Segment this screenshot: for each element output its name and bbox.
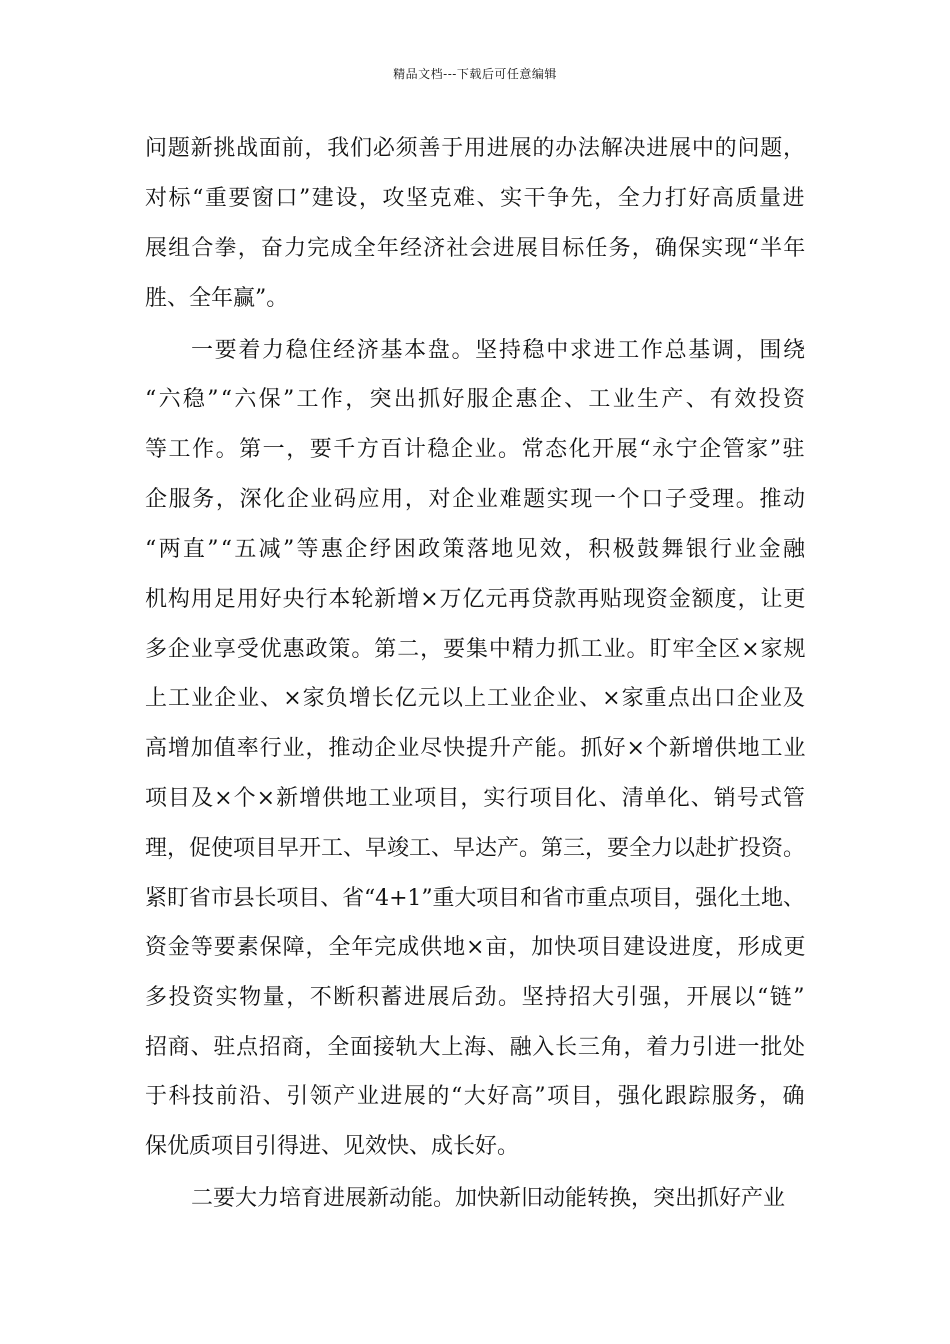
paragraph-first-line: 二要大力培育进展新动能。加快新旧动能转换，突出抓好产业 [191,1186,786,1211]
text-line: 招商、驻点招商，全面接轨大上海、融入长三角，着力引进一批处 [145,1035,806,1060]
text-line: 于科技前沿、引领产业进展的“大好高”项目，强化跟踪服务，确 [145,1084,807,1109]
text-line: “两直”“五减”等惠企纾困政策落地见效，积极鼓舞银行业金融 [145,537,808,562]
text-line: 项目及×个×新增供地工业项目，实行项目化、清单化、销号式管 [145,786,806,811]
text-line: “六稳”“六保”工作，突出抓好服企惠企、工业生产、有效投资 [145,387,808,412]
text-line: 对标“重要窗口”建设，攻坚克难、实干争先，全力打好高质量进 [145,186,807,211]
page-header: 精品文档---下载后可任意编辑 [393,67,557,81]
text-line: 企服务，深化企业码应用，对企业难题实现一个口子受理。推动 [145,487,807,512]
paragraph-first-line: 一要着力稳住经济基本盘。坚持稳中求进工作总基调，围绕 [191,338,807,363]
text-line: 等工作。第一，要千方百计稳企业。常态化开展“永宁企管家”驻 [145,437,807,462]
text-line: 高增加值率行业，推动企业尽快提升产能。抓好×个新增供地工业 [145,736,807,761]
text-line: 多投资实物量，不断积蓄进展后劲。坚持招大引强，开展以“链” [145,985,807,1010]
text-line: 紧盯省市县长项目、省“4+1”重大项目和省市重点项目，强化土地、 [145,886,805,911]
text-line: 胜、全年赢”。 [145,286,289,311]
text-line: 机构用足用好央行本轮新增×万亿元再贷款再贴现资金额度，让更 [145,587,807,612]
text-line: 保优质项目引得进、见效快、成长好。 [145,1134,520,1159]
text-line: 理，促使项目早开工、早竣工、早达产。第三，要全力以赴扩投资。 [145,836,806,861]
text-line: 上工业企业、×家负增长亿元以上工业企业、×家重点出口企业及 [145,686,806,711]
text-line: 问题新挑战面前，我们必须善于用进展的办法解决进展中的问题， [145,136,806,161]
text-line: 展组合拳，奋力完成全年经济社会进展目标任务，确保实现“半年 [145,236,807,261]
text-line: 多企业享受优惠政策。第二，要集中精力抓工业。盯牢全区×家规 [145,637,807,662]
text-line: 资金等要素保障，全年完成供地×亩，加快项目建设进度，形成更 [145,935,807,960]
